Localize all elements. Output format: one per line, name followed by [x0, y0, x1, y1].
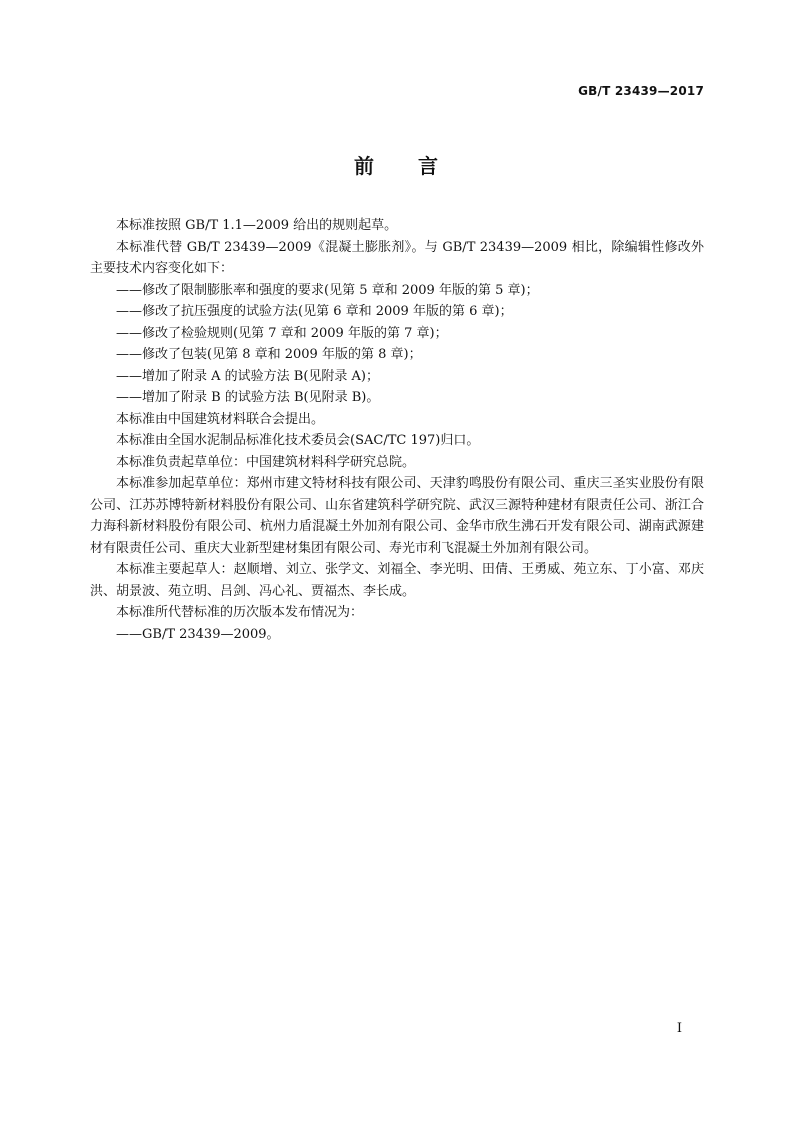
- standard-code: GB/T 23439—2017: [578, 84, 704, 98]
- change-item: ——修改了限制膨胀率和强度的要求(见第 5 章和 2009 年版的第 5 章)；: [116, 282, 539, 298]
- history-item: ——GB/T 23439—2009。: [116, 626, 280, 642]
- paragraph-lead-drafter: 本标准负责起草单位：中国建筑材料科学研究总院。: [116, 454, 416, 470]
- page-title: [0, 150, 794, 179]
- paragraph-replaces: 本标准代替 GB/T 23439—2009《混凝土膨胀剂》。与 GB/T 23439—2009 相比，除编辑性修改外主要技术内容变化如下：: [90, 239, 704, 276]
- paragraph-drafting-rules: 本标准按照 GB/T 1.1—2009 给出的规则起草。: [116, 218, 398, 233]
- change-item: ——修改了检验规则(见第 7 章和 2009 年版的第 7 章)；: [116, 325, 448, 341]
- paragraph-history-intro: 本标准所代替标准的历次版本发布情况为：: [116, 605, 364, 620]
- change-item: ——修改了包装(见第 8 章和 2009 年版的第 8 章)；: [116, 347, 422, 362]
- page-number: I: [676, 1021, 682, 1036]
- title-char-2: 言: [418, 154, 440, 178]
- paragraph-under-jurisdiction: 本标准由全国水泥制品标准化技术委员会(SAC/TC 197)归口。: [116, 433, 480, 448]
- change-item: ——修改了抗压强度的试验方法(见第 6 章和 2009 年版的第 6 章)；: [116, 304, 513, 319]
- title-char-1: 前: [354, 154, 376, 178]
- paragraph-proposed-by: 本标准由中国建筑材料联合会提出。: [116, 411, 325, 427]
- change-item: ——增加了附录 B 的试验方法 B(见附录 B)。: [116, 390, 380, 405]
- paragraph-main-drafters: 本标准主要起草人：赵顺增、刘立、张学文、刘福全、李光明、田倩、王勇威、苑立东、丁小富、邓庆洪、胡景波、苑立明、吕剑、冯心礼、贾福杰、李长成。: [90, 562, 704, 599]
- foreword-body: [90, 215, 704, 645]
- change-item: ——增加了附录 A 的试验方法 B(见附录 A)；: [116, 368, 380, 384]
- paragraph-participating-drafters: 本标准参加起草单位：郑州市建文特材科技有限公司、天津豹鸣股份有限公司、重庆三圣实业股份有限公司、江苏苏博特新材料股份有限公司、山东省建筑科学研究院、武汉三源特种建材有限责任公司、浙江合力海科新材料股份有限公司、杭州力盾混凝土外加剂有限公司、金华市欣生沸石开发有限公司、湖南武源建材有限责任公司、重庆大业新型建材集团有限公司、寿光市利飞混凝土外加剂有限公司。: [90, 476, 704, 556]
